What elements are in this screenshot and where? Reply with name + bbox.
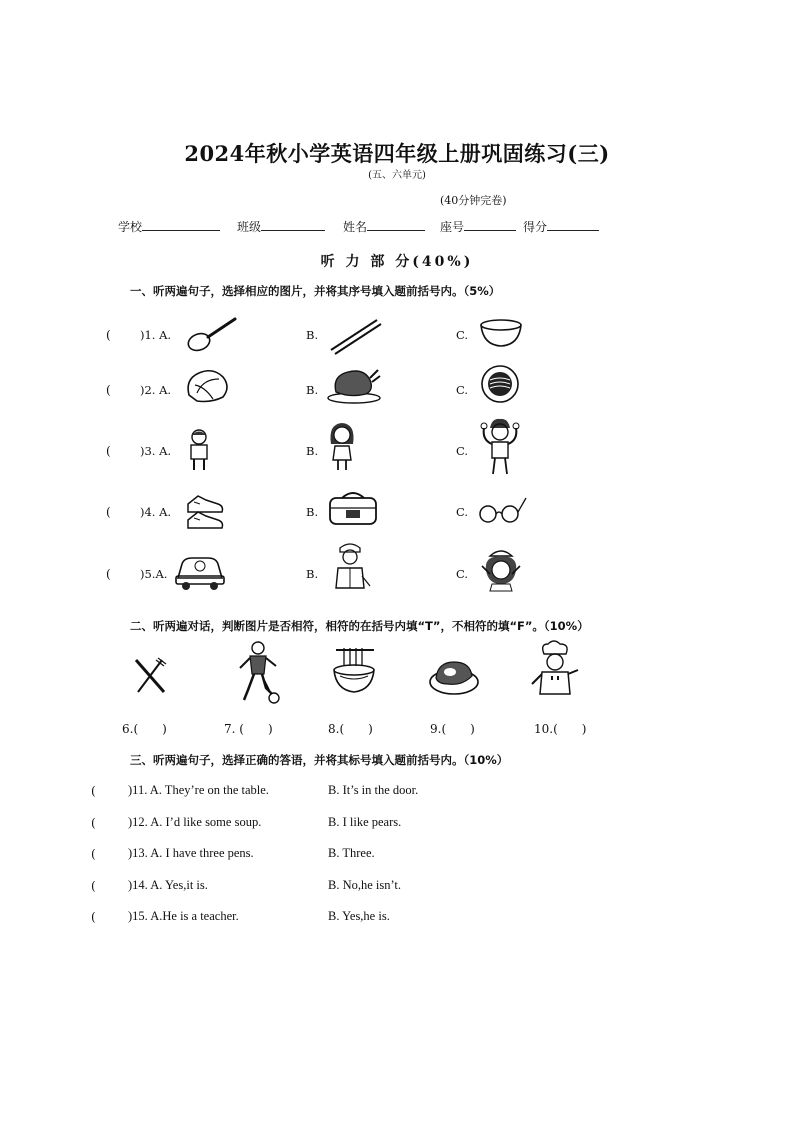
answer-paren[interactable]: ( (106, 567, 111, 581)
bowl-icon (478, 317, 524, 349)
answer-paren[interactable]: ( (91, 847, 96, 861)
option-b: B. I like pears. (328, 815, 402, 829)
option-b: B. Three. (328, 846, 375, 860)
question-number: )4. A. (140, 505, 172, 519)
option-b-label: B. (306, 383, 319, 397)
question-number: )2. A. (140, 383, 172, 397)
question-number: )3. A. (140, 444, 172, 458)
bag-icon (326, 488, 380, 528)
answer-slot[interactable]: 6.( ) (122, 722, 167, 736)
field-label: 姓名 (343, 220, 368, 234)
answer-paren[interactable]: ( (106, 444, 111, 458)
field-score (523, 218, 599, 235)
answer-slot[interactable]: 7. ( ) (224, 722, 273, 736)
part3-instruction: 三、听两遍句子，选择正确的答语，并将其标号填入题前括号内。（10%） (130, 753, 509, 767)
shoes-icon (184, 490, 226, 530)
fill-blank[interactable] (367, 220, 425, 231)
field-school (118, 218, 220, 235)
chopsticks-icon (327, 316, 383, 356)
fill-blank[interactable] (261, 220, 325, 231)
field-label: 得分 (523, 220, 548, 234)
part1-instruction: 一、听两遍句子，选择相应的图片，并将其序号填入题前括号内。（5%） (130, 284, 501, 298)
long-hair-girl-icon (326, 420, 358, 472)
answer-paren[interactable]: ( (106, 328, 111, 342)
answer-paren[interactable]: ( (91, 784, 96, 798)
option-b: B. Yes,he is. (328, 909, 390, 923)
option-c-label: C. (456, 383, 469, 397)
question-number: )1. A. (140, 328, 172, 342)
field-seat (440, 218, 516, 235)
football-player-icon (236, 640, 280, 704)
option-a: )11. A. They’re on the table. (128, 783, 269, 797)
option-b: B. It’s in the door. (328, 783, 419, 797)
option-a: )12. A. I’d like some soup. (128, 815, 262, 829)
glasses-icon (476, 494, 528, 526)
strong-man-icon (478, 416, 522, 476)
roast-chicken-icon (326, 362, 382, 404)
doctor-icon (328, 540, 372, 592)
option-b-label: B. (306, 567, 319, 581)
fill-blank[interactable] (464, 220, 516, 231)
cabbage-icon (183, 365, 233, 405)
exam-title: 2024年秋小学英语四年级上册巩固练习(三) (184, 141, 610, 166)
option-c-label: C. (456, 567, 469, 581)
fill-blank[interactable] (142, 220, 220, 231)
question-number: )5.A. (140, 567, 168, 581)
spoon-icon (185, 314, 241, 354)
answer-paren[interactable]: ( (106, 383, 111, 397)
field-class (237, 218, 325, 235)
option-b-label: B. (306, 444, 319, 458)
answer-paren[interactable]: ( (91, 816, 96, 830)
knife-fork-icon (132, 656, 168, 696)
taxi-driver-icon (174, 552, 226, 592)
cook-icon (530, 640, 580, 698)
field-label: 座号 (440, 220, 465, 234)
noodles-bowl-icon (478, 364, 522, 404)
option-b-label: B. (306, 328, 319, 342)
answer-slot[interactable]: 8.( ) (328, 722, 373, 736)
answer-paren[interactable]: ( (91, 910, 96, 924)
answer-slot[interactable]: 9.( ) (430, 722, 475, 736)
option-c-label: C. (456, 328, 469, 342)
field-label: 学校 (118, 220, 143, 234)
option-a: )13. A. I have three pens. (128, 846, 254, 860)
short-boy-icon (184, 428, 214, 472)
option-a: )14. A. Yes,it is. (128, 878, 208, 892)
answer-slot[interactable]: 10.( ) (534, 722, 587, 736)
noodles-icon (330, 646, 378, 696)
field-label: 班级 (237, 220, 262, 234)
answer-paren[interactable]: ( (106, 505, 111, 519)
time-note: (40分钟完卷) (440, 194, 507, 207)
option-b-label: B. (306, 505, 319, 519)
nurse-icon (478, 544, 524, 592)
option-c-label: C. (456, 505, 469, 519)
option-c-label: C. (456, 444, 469, 458)
answer-paren[interactable]: ( (91, 879, 96, 893)
exam-subtitle: (五、六单元) (368, 170, 426, 181)
option-a: )15. A.He is a teacher. (128, 909, 239, 923)
option-b: B. No,he isn’t. (328, 878, 402, 892)
fill-blank[interactable] (547, 220, 599, 231)
part2-instruction: 二、听两遍对话，判断图片是否相符，相符的在括号内填“T”，不相符的填“F”。（10%） (130, 619, 589, 633)
meat-plate-icon (428, 654, 480, 696)
field-name (343, 218, 425, 235)
listening-section-heading: 听 力 部 分(40%) (320, 254, 474, 270)
